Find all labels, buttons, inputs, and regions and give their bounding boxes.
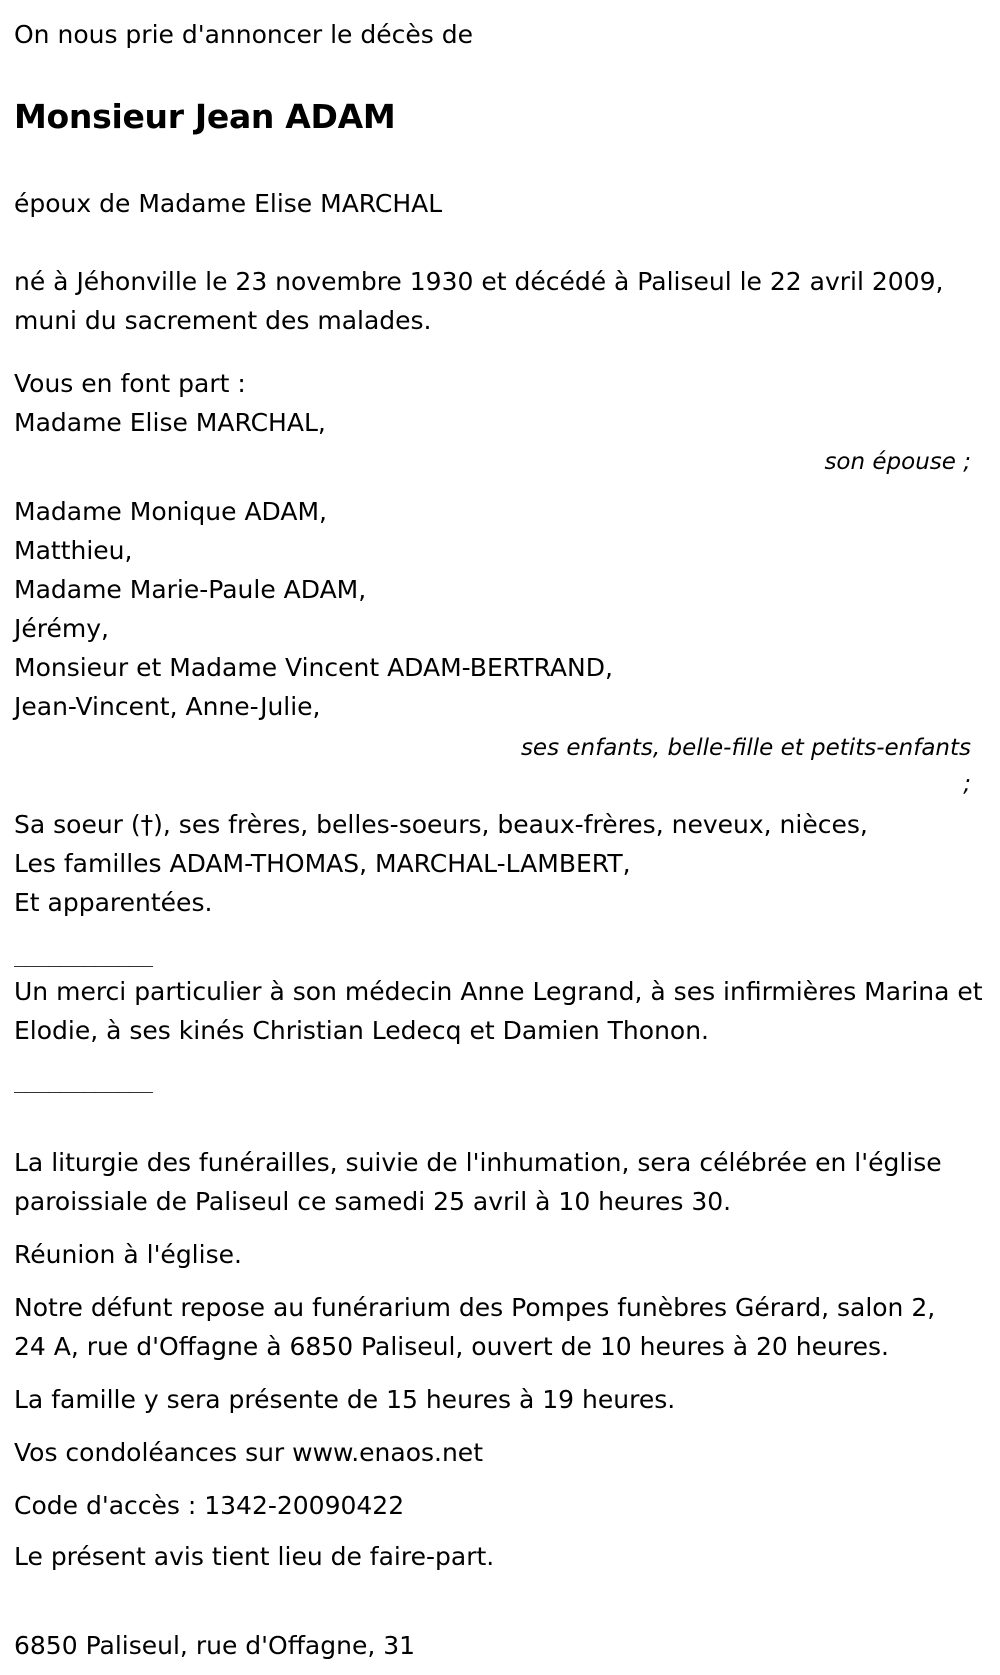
notice-disclaimer-text: Le présent avis tient lieu de faire-part. (14, 1542, 495, 1571)
relation-label-spouse: son épouse ; (824, 449, 971, 475)
family-member-child-4: Jérémy, (14, 614, 109, 643)
relatives-line-3: Et apparentées. (14, 888, 213, 917)
family-member-child-3: Madame Marie-Paule ADAM, (14, 575, 367, 604)
thanks-paragraph: Un merci particulier à son médecin Anne Legrand, à ses infirmières Marina et Elodie, à ses kinés Christian Ledecq et Damien Thonon. (14, 977, 983, 1045)
family-member-widow: Madame Elise MARCHAL, (14, 408, 326, 437)
condolences-website-text: Vos condoléances sur www.enaos.net (14, 1438, 483, 1467)
access-code-text: Code d'accès : 1342-20090422 (14, 1491, 405, 1520)
relatives-line-1: Sa soeur (†), ses frères, belles-soeurs, beaux-frères, neveux, nièces, (14, 810, 868, 839)
section-divider-top: ____________ (14, 943, 153, 967)
announcers-intro-label: Vous en font part : (14, 369, 246, 398)
birth-and-death-details: né à Jéhonville le 23 novembre 1930 et décédé à Paliseul le 22 avril 2009, muni du sacrement des malades. (14, 267, 944, 335)
family-member-child-6: Jean-Vincent, Anne-Julie, (14, 692, 321, 721)
relatives-line-2: Les familles ADAM-THOMAS, MARCHAL-LAMBERT, (14, 849, 631, 878)
section-divider-bottom: ____________ (14, 1069, 153, 1093)
meeting-place-text: Réunion à l'église. (14, 1240, 242, 1269)
footer-address-text: 6850 Paliseul, rue d'Offagne, 31 (14, 1631, 416, 1660)
funeral-home-details: Notre défunt repose au funérarium des Pompes funèbres Gérard, salon 2, 24 A, rue d'Offagne à 6850 Paliseul, ouvert de 10 heures à 20 heures. (14, 1293, 936, 1361)
family-announcers-list (14, 403, 986, 802)
family-member-child-1: Madame Monique ADAM, (14, 497, 327, 526)
family-presence-hours: La famille y sera présente de 15 heures à 19 heures. (14, 1385, 676, 1414)
deceased-name-heading: Monsieur Jean ADAM (14, 97, 396, 136)
family-member-child-5: Monsieur et Madame Vincent ADAM-BERTRAND, (14, 653, 613, 682)
relation-label-children: ses enfants, belle-fille et petits-enfants ; (520, 735, 971, 797)
funeral-service-details: La liturgie des funérailles, suivie de l'inhumation, sera célébrée en l'église paroissiale de Paliseul ce samedi 25 avril à 10 heures 30. (14, 1148, 942, 1216)
spouse-of-text: époux de Madame Elise MARCHAL (14, 189, 443, 218)
family-member-child-2: Matthieu, (14, 536, 133, 565)
announcement-intro-text: On nous prie d'annoncer le décès de (14, 20, 473, 49)
